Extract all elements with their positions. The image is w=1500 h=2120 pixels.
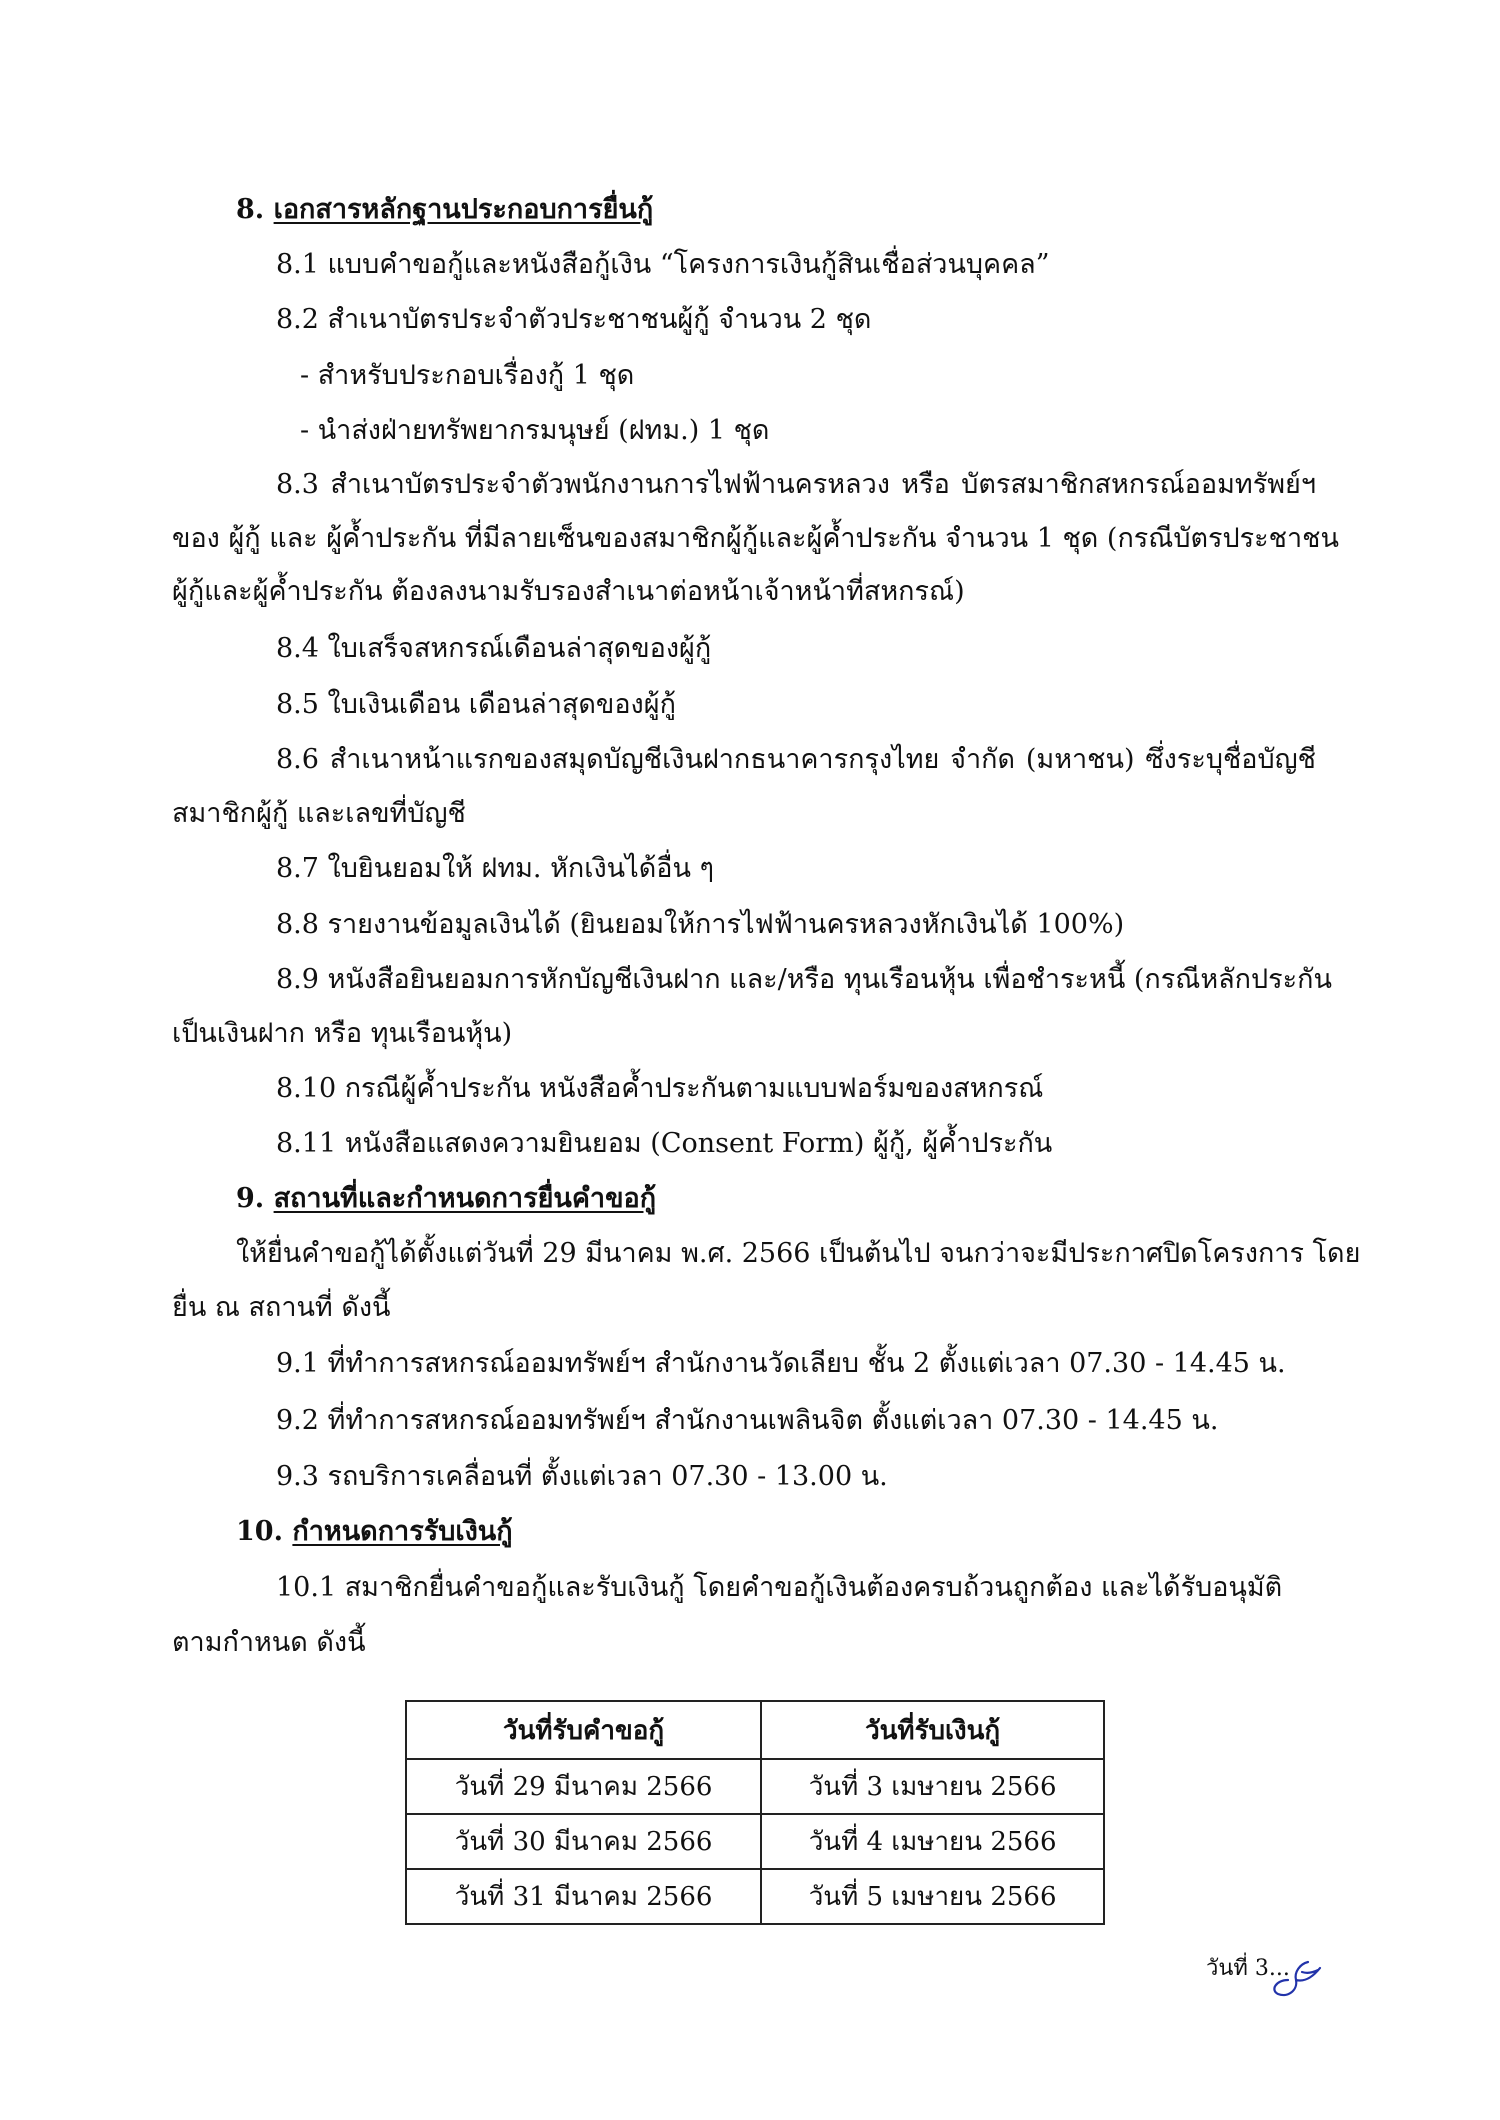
table-row	[406, 1814, 1104, 1869]
request-date-cell: วันที่ 31 มีนาคม 2566	[406, 1869, 761, 1924]
section-8-title: เอกสารหลักฐานประกอบการยื่นกู้	[273, 194, 654, 225]
receive-date-cell: วันที่ 5 เมษายน 2566	[761, 1869, 1104, 1924]
item-8-3-line-3: ผู้กู้และผู้ค้ำประกัน ต้องลงนามรับรองสำเนาต่อหน้าเจ้าหน้าที่สหกรณ์)	[172, 576, 965, 607]
item-8-9-line-2: เป็นเงินฝาก หรือ ทุนเรือนหุ้น)	[172, 1018, 513, 1049]
item-8-2-b: - นำส่งฝ่ายทรัพยากรมนุษย์ (ฝทม.) 1 ชุด	[300, 415, 770, 446]
section-9-intro-line-2: ยื่น ณ สถานที่ ดังนี้	[172, 1292, 391, 1323]
header-receive-date: วันที่รับเงินกู้	[761, 1701, 1104, 1759]
section-8-heading	[236, 192, 653, 228]
item-8-6-line-2: สมาชิกผู้กู้ และเลขที่บัญชี	[172, 798, 466, 829]
section-9-heading	[236, 1181, 656, 1217]
item-8-3-line-2: ของ ผู้กู้ และ ผู้ค้ำประกัน ที่มีลายเซ็นของสมาชิกผู้กู้และผู้ค้ำประกัน จำนวน 1 ชุด (กรณีบัตรประชาชน	[172, 523, 1339, 554]
item-8-2: 8.2 สำเนาบัตรประจำตัวประชาชนผู้กู้ จำนวน 2 ชุด	[276, 304, 872, 335]
table-header-row	[406, 1701, 1104, 1759]
section-9-title: สถานที่และกำหนดการยื่นคำขอกู้	[273, 1183, 657, 1214]
request-date-cell: วันที่ 29 มีนาคม 2566	[406, 1759, 761, 1814]
item-8-11: 8.11 หนังสือแสดงความยินยอม (Consent Form) ผู้กู้, ผู้ค้ำประกัน	[276, 1128, 1053, 1159]
schedule-table	[405, 1700, 1105, 1925]
item-10-1-line-1: 10.1 สมาชิกยื่นคำขอกู้และรับเงินกู้ โดยคำขอกู้เงินต้องครบถ้วนถูกต้อง และได้รับอนุมัติ	[276, 1572, 1283, 1603]
section-10-number: 10.	[236, 1516, 283, 1547]
item-8-1: 8.1 แบบคำขอกู้และหนังสือกู้เงิน “โครงการเงินกู้สินเชื่อส่วนบุคคล”	[276, 249, 1050, 280]
table-row	[406, 1759, 1104, 1814]
item-8-6-line-1: 8.6 สำเนาหน้าแรกของสมุดบัญชีเงินฝากธนาคารกรุงไทย จำกัด (มหาชน) ซึ่งระบุชื่อบัญชี	[276, 744, 1316, 775]
table-row	[406, 1869, 1104, 1924]
next-page-reference: วันที่ 3...	[1206, 1956, 1290, 1981]
section-10-title: กำหนดการรับเงินกู้	[292, 1516, 513, 1547]
section-10-heading	[236, 1514, 513, 1550]
item-9-2: 9.2 ที่ทำการสหกรณ์ออมทรัพย์ฯ สำนักงานเพลินจิต ตั้งแต่เวลา 07.30 - 14.45 น.	[276, 1405, 1219, 1436]
section-9-intro-line-1: ให้ยื่นคำขอกู้ได้ตั้งแต่วันที่ 29 มีนาคม พ.ศ. 2566 เป็นต้นไป จนกว่าจะมีประกาศปิดโครงการ โดย	[236, 1238, 1361, 1269]
item-8-4: 8.4 ใบเสร็จสหกรณ์เดือนล่าสุดของผู้กู้	[276, 633, 712, 664]
section-9-number: 9.	[236, 1183, 265, 1214]
item-8-2-a: - สำหรับประกอบเรื่องกู้ 1 ชุด	[300, 360, 635, 391]
item-8-10: 8.10 กรณีผู้ค้ำประกัน หนังสือค้ำประกันตามแบบฟอร์มของสหกรณ์	[276, 1073, 1044, 1104]
item-8-3-line-1: 8.3 สำเนาบัตรประจำตัวพนักงานการไฟฟ้านครหลวง หรือ บัตรสมาชิกสหกรณ์ออมทรัพย์ฯ	[276, 469, 1316, 500]
item-9-3: 9.3 รถบริการเคลื่อนที่ ตั้งแต่เวลา 07.30 - 13.00 น.	[276, 1461, 888, 1492]
section-8-number: 8.	[236, 194, 265, 225]
item-10-1-line-2: ตามกำหนด ดังนี้	[172, 1627, 366, 1658]
item-8-7: 8.7 ใบยินยอมให้ ฝทม. หักเงินได้อื่น ๆ	[276, 853, 714, 884]
handwritten-initials-icon	[1258, 1950, 1328, 1998]
receive-date-cell: วันที่ 4 เมษายน 2566	[761, 1814, 1104, 1869]
item-8-9-line-1: 8.9 หนังสือยินยอมการหักบัญชีเงินฝาก และ/หรือ ทุนเรือนหุ้น เพื่อชำระหนี้ (กรณีหลักประกัน	[276, 964, 1332, 995]
item-8-8: 8.8 รายงานข้อมูลเงินได้ (ยินยอมให้การไฟฟ้านครหลวงหักเงินได้ 100%)	[276, 909, 1125, 940]
receive-date-cell: วันที่ 3 เมษายน 2566	[761, 1759, 1104, 1814]
item-8-5: 8.5 ใบเงินเดือน เดือนล่าสุดของผู้กู้	[276, 689, 676, 720]
header-request-date: วันที่รับคำขอกู้	[406, 1701, 761, 1759]
item-9-1: 9.1 ที่ทำการสหกรณ์ออมทรัพย์ฯ สำนักงานวัดเลียบ ชั้น 2 ตั้งแต่เวลา 07.30 - 14.45 น.	[276, 1348, 1286, 1379]
request-date-cell: วันที่ 30 มีนาคม 2566	[406, 1814, 761, 1869]
